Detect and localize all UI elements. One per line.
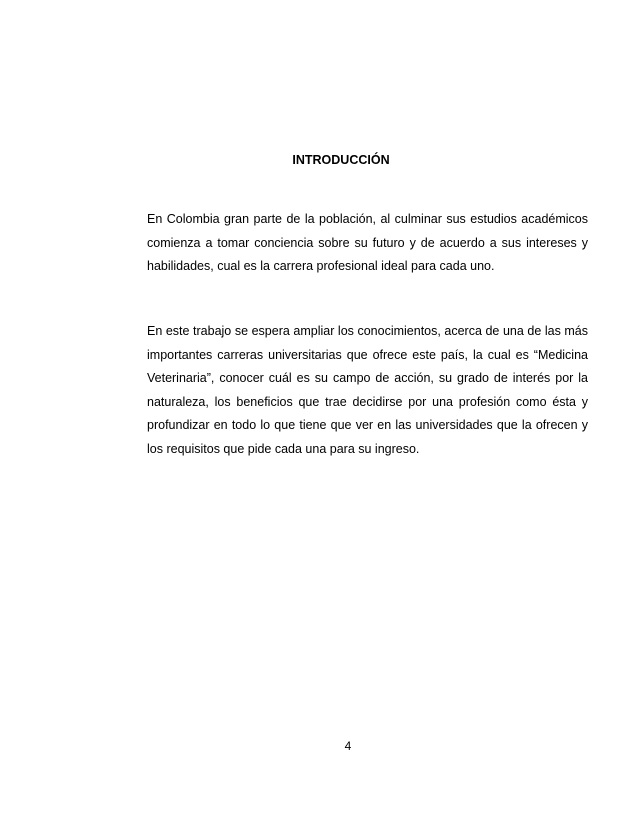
paragraph-purpose: En este trabajo se espera ampliar los conocimientos, acerca de una de las más importantes carreras universitarias que ofrece este país, la cual es “Medicina Veterinaria”, conocer cuál es su campo de acción, su grado de interés por la naturaleza, los beneficios que trae decidirse por una profesión como ésta y profundizar en todo lo que tiene que ver en las universidades que la ofrecen y los requisitos que pide cada una para su ingreso. bbox=[147, 324, 588, 456]
page-number: 4 bbox=[344, 739, 352, 753]
paragraph-intro: En Colombia gran parte de la población, al culminar sus estudios académicos comienza a tomar conciencia sobre su futuro y de acuerdo a sus intereses y habilidades, cual es la carrera profesional ideal para cada uno. bbox=[147, 212, 588, 273]
section-title: INTRODUCCIÓN bbox=[292, 153, 390, 167]
